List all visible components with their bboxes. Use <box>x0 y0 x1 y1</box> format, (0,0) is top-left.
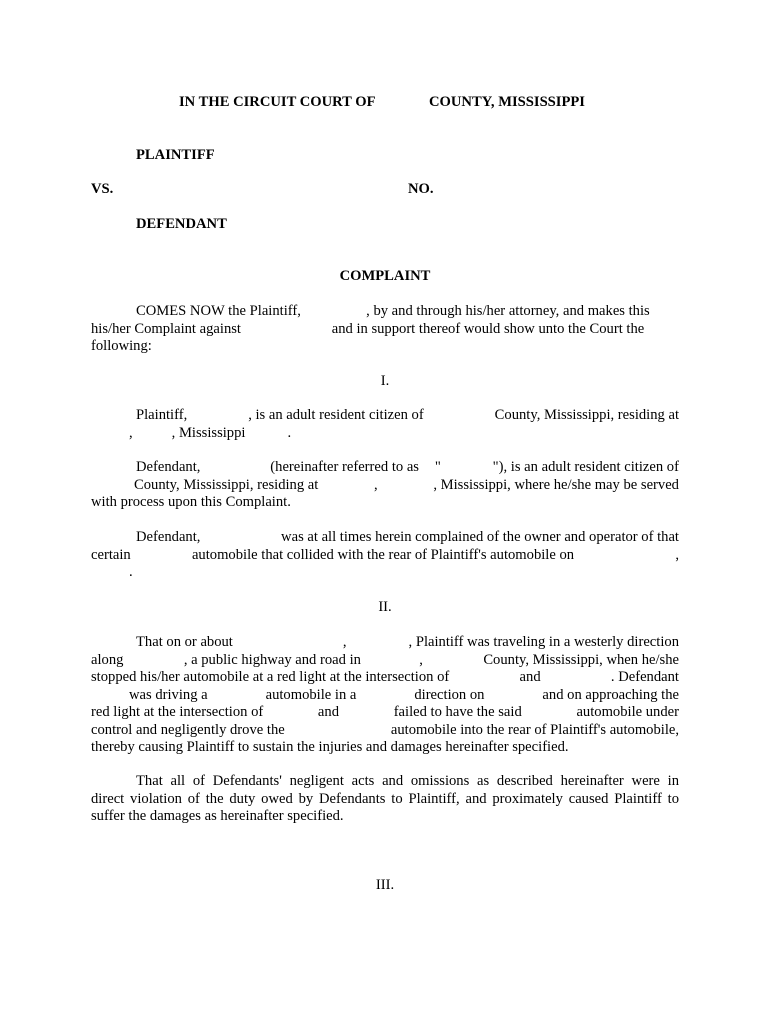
text-line: suffer the damages as hereinafter specified. <box>91 808 344 824</box>
plaintiff-label: PLAINTIFF <box>136 147 215 163</box>
section-heading: II. <box>378 599 392 615</box>
text-line: Plaintiff, , is an adult resident citizen of County, Mississippi, residing at <box>136 407 679 423</box>
text-line: COMES NOW the Plaintiff, , by and through his/her attorney, and makes this <box>136 303 650 319</box>
paragraph <box>91 407 679 442</box>
court-suffix: COUNTY, MISSISSIPPI <box>429 94 585 110</box>
text-line: red light at the intersection of and failed to have the said automobile under <box>91 704 679 720</box>
text-line: That on or about , , Plaintiff was traveling in a westerly direction <box>136 634 679 650</box>
intro-paragraph <box>91 303 679 356</box>
text-line: thereby causing Plaintiff to sustain the injuries and damages hereinafter specified. <box>91 739 569 755</box>
paragraph <box>91 773 679 826</box>
section-heading: III. <box>375 877 395 893</box>
case-number-label: NO. <box>408 181 434 197</box>
text-line: Defendant, was at all times herein complained of the owner and operator of that <box>136 529 679 545</box>
text-line: Defendant, (hereinafter referred to as " "), is an adult resident citizen of <box>136 459 679 475</box>
text-line: County, Mississippi, residing at , , Mississippi, where he/she may be served <box>134 476 679 493</box>
text-line: That all of Defendants' negligent acts and omissions as described hereinafter were in <box>136 773 679 789</box>
paragraph <box>91 634 679 757</box>
text-line: control and negligently drove the automobile into the rear of Plaintiff's automobile, <box>91 721 679 738</box>
text-line: direct violation of the duty owed by Defendants to Plaintiff, and proximately caused Plaintiff to <box>91 790 679 807</box>
text-line: with process upon this Complaint. <box>91 494 291 510</box>
text-line: his/her Complaint against and in support thereof would show unto the Court the <box>91 320 645 337</box>
text-line: along , a public highway and road in , County, Mississippi, when he/she <box>91 651 679 668</box>
paragraph <box>91 529 679 582</box>
section-heading: I. <box>380 373 390 389</box>
paragraph <box>91 459 679 512</box>
text-line: certain automobile that collided with the rear of Plaintiff's automobile on , <box>91 546 679 563</box>
document-title: COMPLAINT <box>339 268 431 284</box>
defendant-label: DEFENDANT <box>136 216 227 232</box>
court-prefix: IN THE CIRCUIT COURT OF <box>179 94 376 110</box>
vs-label: VS. <box>91 181 114 197</box>
text-line: was driving a automobile in a direction on and on approaching the <box>129 686 679 703</box>
text-line: , , Mississippi . <box>129 424 292 441</box>
text-line: following: <box>91 338 152 354</box>
text-line: . <box>129 564 133 580</box>
text-line: stopped his/her automobile at a red light at the intersection of and . Defendant <box>91 669 679 685</box>
